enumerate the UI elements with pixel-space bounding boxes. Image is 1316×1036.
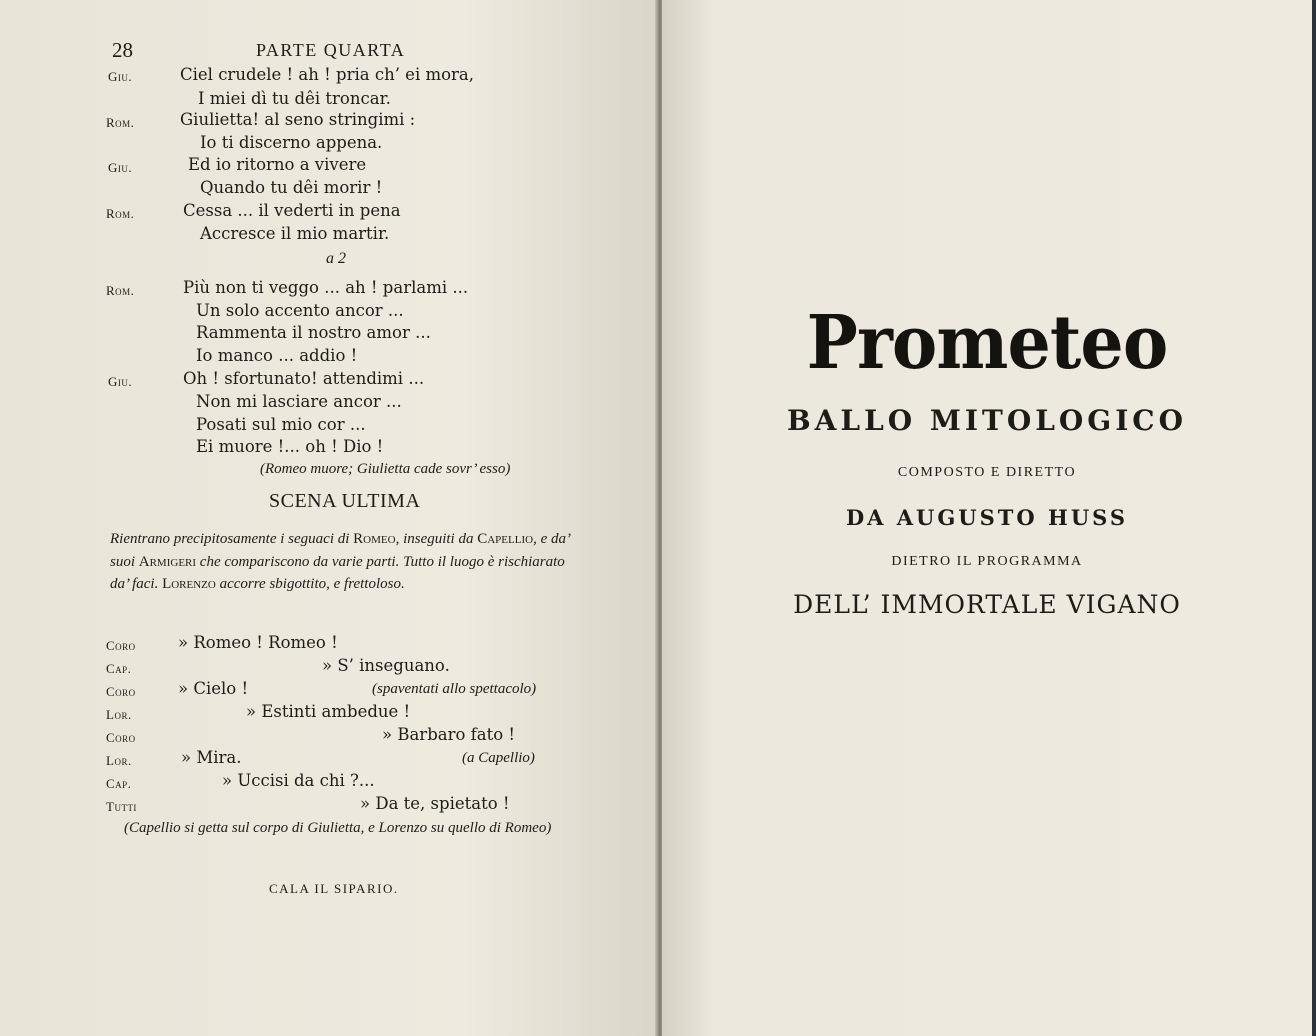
speaker-label: Giu. (108, 69, 133, 84)
verse-line: » Uccisi da chi ?... (222, 771, 375, 790)
verse-line: Io manco ... addio ! (196, 346, 358, 365)
speaker-label: Giu. (108, 374, 133, 389)
dedication-line: DELL’ IMMORTALE VIGANO (793, 590, 1181, 619)
final-stage-direction: (Capellio si getta sul corpo di Giulietta, e Lorenzo su quello di Romeo) (124, 820, 552, 836)
verse-line: Non mi lasciare ancor ... (196, 392, 402, 411)
verse-line: » S’ inseguano. (322, 656, 450, 675)
speaker-label: Rom. (106, 115, 135, 130)
verse-line: Ed io ritorno a vivere (188, 155, 367, 174)
ballet-subtitle: BALLO MITOLOGICO (787, 404, 1187, 437)
speaker-label: Tutti (106, 799, 137, 814)
speaker-label: Rom. (106, 206, 135, 221)
stage-direction: (a Capellio) (462, 750, 535, 766)
speaker-label: Coro (106, 638, 136, 653)
verse-line: Più non ti veggo ... ah ! parlami ... (183, 278, 469, 297)
verse-line: Rammenta il nostro amor ... (196, 323, 431, 342)
stage-direction: (Romeo muore; Giulietta cade sovr’ esso) (260, 461, 511, 477)
stage-direction: (spaventati allo spettacolo) (372, 681, 537, 697)
verse-line: » Da te, spietato ! (360, 794, 510, 813)
scene-title: SCENA ULTIMA (269, 490, 421, 512)
author-line: DA AUGUSTO HUSS (845, 505, 1129, 530)
verse-line: » Mira. (181, 748, 242, 767)
page-number: 28 (112, 38, 133, 62)
speaker-label: Cap. (106, 776, 132, 791)
verse-line: Ciel crudele ! ah ! pria ch’ ei mora, (180, 65, 475, 84)
scene-description: Rientrano precipitosamente i seguaci di Romeo, inseguiti da Capellio, e da’ suoi Armigeri che compariscono da varie parti. Tutto il luogo è rischiarato da’ faci. Lorenzo accorre sbigottito, e frettoloso. (110, 531, 570, 592)
composed-line: COMPOSTO E DIRETTO (897, 465, 1077, 480)
running-head: PARTE QUARTA (256, 40, 406, 60)
verse-line: » Estinti ambedue ! (246, 702, 411, 721)
verse-line: Accresce il mio martir. (200, 224, 390, 243)
ballet-title: Prometeo (806, 300, 1168, 386)
verse-line: » Romeo ! Romeo ! (178, 633, 338, 652)
speaker-label: Lor. (106, 753, 132, 768)
verse-line: Ei muore !... oh ! Dio ! (196, 437, 384, 456)
speaker-label: Cap. (106, 661, 132, 676)
verse-line: Quando tu dêi morir ! (200, 178, 383, 197)
verse-line: Io ti discerno appena. (200, 133, 383, 152)
verse-line: » Cielo ! (178, 679, 249, 698)
verse-line: I miei dì tu dêi troncar. (198, 89, 391, 108)
speaker-label: Giu. (108, 160, 133, 175)
a2-label: a 2 (326, 250, 346, 267)
verse-line: Oh ! sfortunato! attendimi ... (183, 369, 425, 388)
title-wrap (662, 300, 1312, 386)
speaker-label: Coro (106, 730, 136, 745)
verse-line: Posati sul mio cor ... (196, 415, 366, 434)
speaker-label: Lor. (106, 707, 132, 722)
speaker-label: Coro (106, 684, 136, 699)
verse-line: Cessa ... il vederti in pena (183, 201, 401, 220)
verse-line: Giulietta! al seno stringimi : (180, 110, 416, 129)
verse-line: » Barbaro fato ! (382, 725, 516, 744)
curtain-line: CALA IL SIPARIO. (269, 881, 399, 896)
program-line: DIETRO IL PROGRAMMA (891, 554, 1083, 569)
speaker-label: Rom. (106, 283, 135, 298)
right-page (662, 0, 1312, 1036)
verse-line: Un solo accento ancor ... (196, 301, 404, 320)
